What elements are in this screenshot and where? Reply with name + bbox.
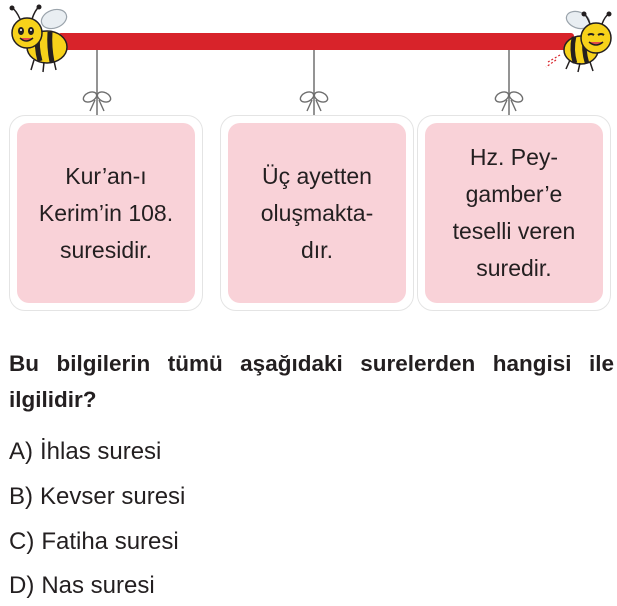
- info-card-1: [9, 115, 203, 311]
- option-a[interactable]: [9, 437, 161, 467]
- info-card-3-text: Hz. Pey- gamber’e teselli veren suredir.: [452, 144, 576, 281]
- info-card-2-body: [228, 123, 406, 303]
- option-c-letter: C): [9, 528, 35, 555]
- option-d-text: Nas suresi: [41, 572, 155, 599]
- option-d[interactable]: [9, 571, 155, 601]
- info-card-3-body: [425, 123, 603, 303]
- option-d-letter: D): [9, 572, 35, 599]
- info-card-3: [417, 115, 611, 311]
- option-c-text: Fatiha suresi: [41, 528, 179, 555]
- red-rod: [58, 33, 574, 50]
- info-card-2: [220, 115, 414, 311]
- option-c[interactable]: [9, 527, 179, 557]
- option-b-text: Kevser suresi: [40, 483, 186, 510]
- info-card-2-text: Üç ayetten oluşmakta- dır.: [260, 162, 374, 263]
- info-card-1-text: Kur’an-ı Kerim’in 108. suresidir.: [38, 162, 174, 263]
- option-a-text: İhlas suresi: [40, 438, 162, 465]
- option-a-letter: A): [9, 438, 33, 465]
- option-b-letter: B): [9, 483, 33, 510]
- hanging-strings: [97, 48, 509, 118]
- option-b[interactable]: [9, 482, 185, 512]
- bee-icon: [10, 5, 70, 73]
- hanging-rod-illustration: [0, 0, 617, 130]
- info-card-1-body: [17, 123, 195, 303]
- question-text: Bu bilgilerin tümü aşağıdaki surelerden hangisi ile ilgilidir?: [9, 351, 614, 412]
